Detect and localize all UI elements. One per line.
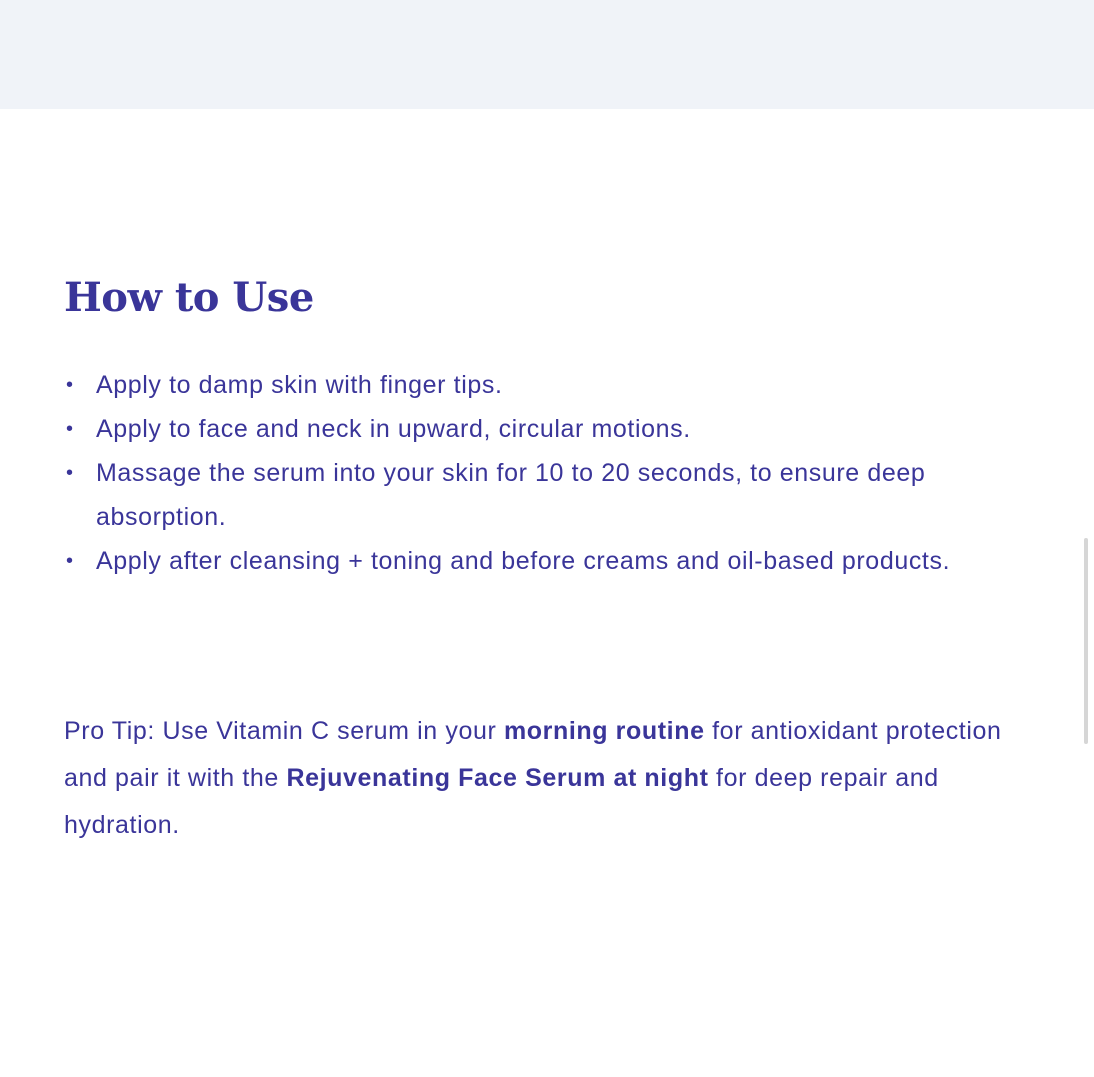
step-text: Apply after cleansing + toning and before creams and oil-based products. [96, 547, 951, 575]
pro-tip-tail: for deep repair and hydration. [64, 764, 939, 839]
pro-tip-highlight-night-serum: Rejuvenating Face Serum at night [286, 764, 709, 792]
bullet-icon: • [66, 418, 74, 440]
page-scrollbar[interactable] [1082, 538, 1090, 744]
bullet-icon: • [66, 374, 74, 396]
how-to-use-section [64, 268, 1044, 839]
step-text: Apply to face and neck in upward, circular motions. [96, 415, 691, 443]
pro-tip-paragraph [64, 708, 1039, 849]
list-item [64, 407, 1024, 451]
usage-steps-list [64, 363, 1024, 583]
pro-tip-lead: Pro Tip: Use Vitamin C serum in your [64, 717, 504, 745]
scrollbar-thumb[interactable] [1084, 538, 1088, 744]
bullet-icon: • [66, 462, 74, 484]
bullet-icon: • [66, 550, 74, 572]
step-text: Massage the serum into your skin for 10 to 20 seconds, to ensure deep absorption. [96, 459, 926, 531]
top-banner-area [0, 0, 1094, 109]
list-item [64, 363, 1024, 407]
pro-tip-middle: for antioxidant protection and pair it with the [64, 717, 1002, 792]
list-item [64, 451, 1024, 539]
list-item [64, 539, 1024, 583]
step-text: Apply to damp skin with finger tips. [96, 371, 503, 399]
section-title: How to Use [64, 274, 314, 321]
pro-tip-highlight-morning-routine: morning routine [503, 717, 705, 745]
